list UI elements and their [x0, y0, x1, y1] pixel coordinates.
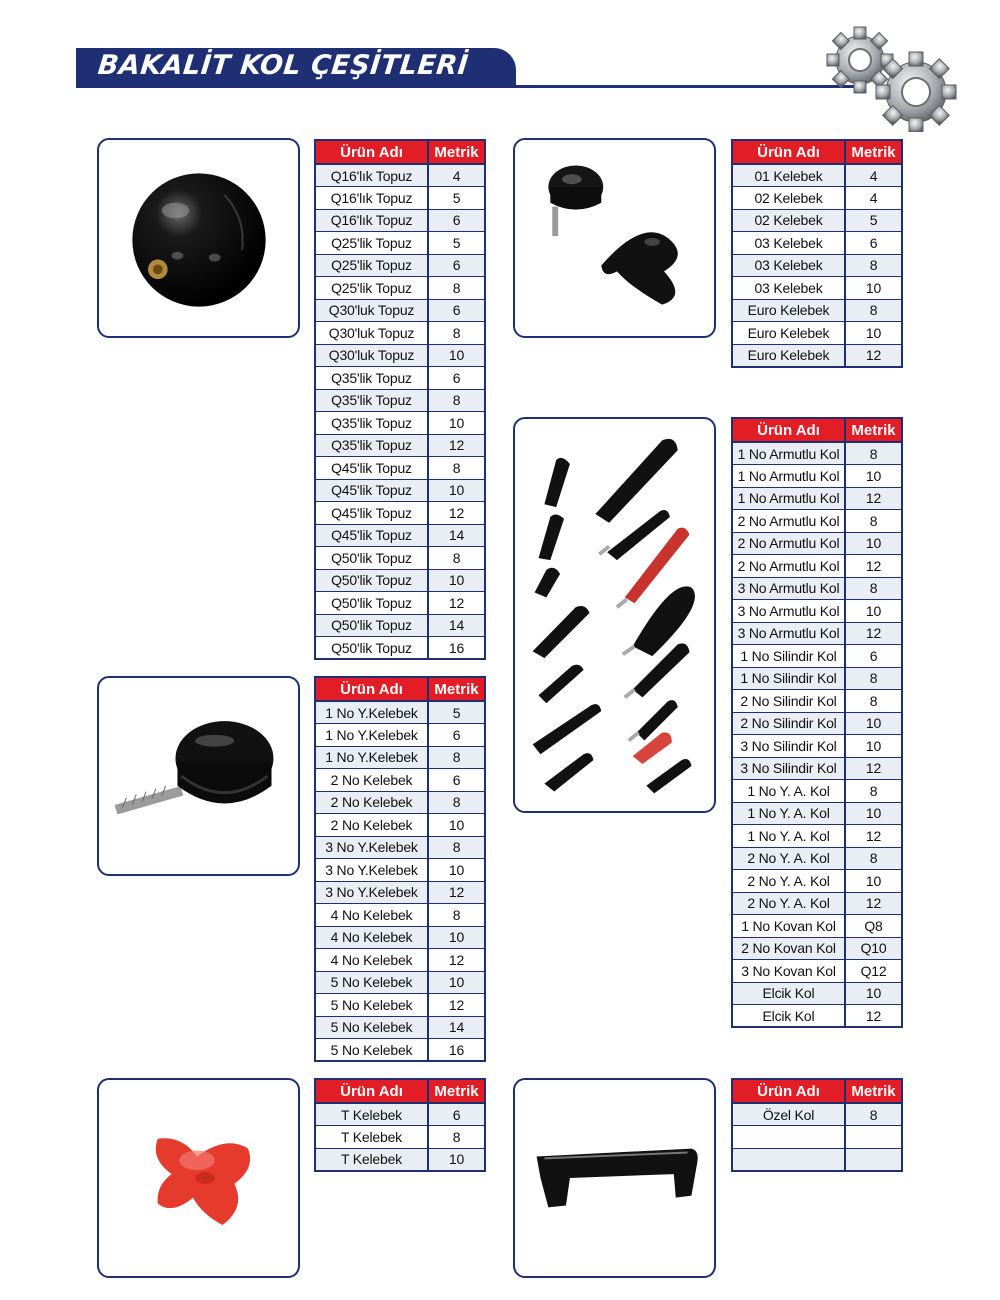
- product-name-cell: 2 No Silindir Kol: [732, 690, 845, 713]
- metric-cell: 8: [845, 690, 902, 713]
- metric-cell: 8: [428, 904, 485, 927]
- product-name-cell: Q50'lik Topuz: [315, 637, 428, 660]
- table-row: [732, 1148, 902, 1171]
- product-name-cell: Q50'lik Topuz: [315, 614, 428, 637]
- metric-cell: 12: [845, 622, 902, 645]
- table-row: [732, 1103, 902, 1126]
- product-name-cell: 02 Kelebek: [732, 187, 845, 210]
- product-name-cell: 3 No Armutlu Kol: [732, 577, 845, 600]
- metric-cell: [845, 1148, 902, 1171]
- photo-bridge-handle: [513, 1078, 716, 1278]
- table-row: [732, 870, 902, 893]
- metric-cell: 4: [845, 187, 902, 210]
- star-knob-icon: [99, 678, 298, 874]
- product-name-cell: 2 No Armutlu Kol: [732, 510, 845, 533]
- photo-wing-knobs: [513, 138, 716, 338]
- metric-cell: 5: [428, 232, 485, 255]
- table-row: [315, 769, 485, 792]
- table-row: [732, 690, 902, 713]
- table-row: [315, 367, 485, 390]
- metric-cell: 14: [428, 524, 485, 547]
- product-name-cell: Q45'lik Topuz: [315, 502, 428, 525]
- table-row: [732, 442, 902, 465]
- metric-cell: 10: [845, 277, 902, 300]
- metric-cell: 8: [845, 577, 902, 600]
- product-name-cell: 03 Kelebek: [732, 232, 845, 255]
- product-name-cell: 02 Kelebek: [732, 209, 845, 232]
- photo-star-knob: [97, 676, 300, 876]
- table-row: [315, 904, 485, 927]
- metric-cell: 10: [845, 870, 902, 893]
- product-name-cell: Q50'lik Topuz: [315, 547, 428, 570]
- column-header: Metrik: [845, 418, 902, 442]
- table-row: [732, 487, 902, 510]
- table-row: [732, 982, 902, 1005]
- table-row: [732, 645, 902, 668]
- product-name-cell: 1 No Y.Kelebek: [315, 701, 428, 724]
- table-row: [732, 344, 902, 367]
- metric-cell: 8: [428, 389, 485, 412]
- table-row: [732, 187, 902, 210]
- metric-cell: 5: [428, 187, 485, 210]
- table-row: [732, 299, 902, 322]
- metric-cell: 8: [845, 780, 902, 803]
- table-row: [315, 412, 485, 435]
- metric-cell: 8: [845, 1103, 902, 1126]
- product-name-cell: Q30'luk Topuz: [315, 344, 428, 367]
- product-name-cell: 3 No Y.Kelebek: [315, 881, 428, 904]
- table-row: [315, 569, 485, 592]
- table-y-kelebek: [314, 676, 486, 1062]
- product-name-cell: 3 No Kovan Kol: [732, 960, 845, 983]
- wing-knob-icon: [515, 140, 714, 336]
- product-name-cell: 2 No Kelebek: [315, 791, 428, 814]
- table-row: [315, 881, 485, 904]
- product-name-cell: 5 No Kelebek: [315, 971, 428, 994]
- metric-cell: 4: [845, 164, 902, 187]
- product-name-cell: Euro Kelebek: [732, 344, 845, 367]
- product-name-cell: 2 No Silindir Kol: [732, 712, 845, 735]
- metric-cell: 4: [428, 164, 485, 187]
- table-kol: [731, 417, 903, 1028]
- product-name-cell: 2 No Armutlu Kol: [732, 555, 845, 578]
- table-row: [315, 547, 485, 570]
- product-name-cell: 2 No Y. A. Kol: [732, 892, 845, 915]
- metric-cell: 10: [845, 712, 902, 735]
- metric-cell: 10: [428, 412, 485, 435]
- metric-cell: 10: [428, 926, 485, 949]
- product-name-cell: 3 No Armutlu Kol: [732, 600, 845, 623]
- product-name-cell: 3 No Silindir Kol: [732, 735, 845, 758]
- product-name-cell: Q35'lik Topuz: [315, 412, 428, 435]
- metric-cell: 12: [845, 892, 902, 915]
- metric-cell: 12: [428, 592, 485, 615]
- metric-cell: 8: [845, 510, 902, 533]
- metric-cell: 6: [845, 232, 902, 255]
- metric-cell: 16: [428, 637, 485, 660]
- product-name-cell: Q50'lik Topuz: [315, 569, 428, 592]
- table-row: [732, 937, 902, 960]
- metric-cell: 10: [845, 465, 902, 488]
- product-name-cell: Q50'lik Topuz: [315, 592, 428, 615]
- metric-cell: 8: [428, 791, 485, 814]
- metric-cell: 5: [428, 701, 485, 724]
- metric-cell: 8: [845, 847, 902, 870]
- metric-cell: 8: [845, 667, 902, 690]
- product-name-cell: 3 No Y.Kelebek: [315, 859, 428, 882]
- table-row: [315, 701, 485, 724]
- table-row: [315, 994, 485, 1017]
- ball-knob-icon: [99, 140, 298, 336]
- table-row: [315, 434, 485, 457]
- table-row: [732, 757, 902, 780]
- table-row: [315, 1016, 485, 1039]
- product-name-cell: 3 No Armutlu Kol: [732, 622, 845, 645]
- column-header: Ürün Adı: [732, 140, 845, 164]
- table-row: [315, 926, 485, 949]
- table-row: [315, 299, 485, 322]
- metric-cell: 12: [845, 487, 902, 510]
- product-name-cell: Q16'lık Topuz: [315, 209, 428, 232]
- table-row: [315, 524, 485, 547]
- product-name-cell: 1 No Silindir Kol: [732, 667, 845, 690]
- table-row: [315, 592, 485, 615]
- product-name-cell: Euro Kelebek: [732, 299, 845, 322]
- product-name-cell: T Kelebek: [315, 1148, 428, 1171]
- table-row: [732, 254, 902, 277]
- table-row: [732, 510, 902, 533]
- table-row: [315, 859, 485, 882]
- metric-cell: 8: [428, 1126, 485, 1149]
- table-row: [315, 209, 485, 232]
- metric-cell: 10: [428, 569, 485, 592]
- metric-cell: 8: [845, 254, 902, 277]
- metric-cell: 12: [845, 825, 902, 848]
- table-row: [732, 892, 902, 915]
- product-name-cell: Elcik Kol: [732, 1005, 845, 1028]
- product-name-cell: Q25'lik Topuz: [315, 254, 428, 277]
- metric-cell: 12: [428, 949, 485, 972]
- product-name-cell: 03 Kelebek: [732, 277, 845, 300]
- metric-cell: 12: [845, 1005, 902, 1028]
- product-name-cell: 1 No Y.Kelebek: [315, 724, 428, 747]
- table-row: [732, 209, 902, 232]
- gears-icon: [822, 22, 962, 132]
- product-name-cell: Q35'lik Topuz: [315, 367, 428, 390]
- product-name-cell: 3 No Y.Kelebek: [315, 836, 428, 859]
- metric-cell: 6: [845, 645, 902, 668]
- metric-cell: 10: [428, 971, 485, 994]
- column-header: Ürün Adı: [315, 140, 428, 164]
- product-name-cell: [732, 1126, 845, 1149]
- product-name-cell: 1 No Armutlu Kol: [732, 465, 845, 488]
- table-row: [732, 802, 902, 825]
- product-name-cell: [732, 1148, 845, 1171]
- product-name-cell: 1 No Y. A. Kol: [732, 802, 845, 825]
- product-name-cell: 1 No Kovan Kol: [732, 915, 845, 938]
- column-header: Ürün Adı: [315, 1079, 428, 1103]
- metric-cell: 12: [845, 757, 902, 780]
- product-name-cell: Q45'lik Topuz: [315, 479, 428, 502]
- table-row: [315, 1148, 485, 1171]
- table-row: [315, 187, 485, 210]
- product-name-cell: Q25'lik Topuz: [315, 277, 428, 300]
- product-name-cell: Elcik Kol: [732, 982, 845, 1005]
- metric-cell: 10: [428, 1148, 485, 1171]
- metric-cell: Q8: [845, 915, 902, 938]
- metric-cell: 8: [845, 442, 902, 465]
- table-row: [315, 746, 485, 769]
- metric-cell: 6: [428, 769, 485, 792]
- product-name-cell: 2 No Y. A. Kol: [732, 870, 845, 893]
- table-row: [732, 960, 902, 983]
- product-name-cell: 1 No Silindir Kol: [732, 645, 845, 668]
- table-row: [315, 254, 485, 277]
- product-name-cell: Q35'lik Topuz: [315, 389, 428, 412]
- metric-cell: 10: [845, 532, 902, 555]
- product-name-cell: 2 No Kelebek: [315, 814, 428, 837]
- table-kelebek: [731, 139, 903, 368]
- column-header: Metrik: [845, 1079, 902, 1103]
- handles-icon: [515, 419, 714, 811]
- table-row: [732, 277, 902, 300]
- table-row: [315, 322, 485, 345]
- product-name-cell: T Kelebek: [315, 1126, 428, 1149]
- product-name-cell: 5 No Kelebek: [315, 1016, 428, 1039]
- metric-cell: 8: [428, 322, 485, 345]
- table-row: [732, 825, 902, 848]
- product-name-cell: Q30'luk Topuz: [315, 299, 428, 322]
- table-row: [315, 344, 485, 367]
- table-row: [732, 847, 902, 870]
- table-t-kelebek: [314, 1078, 486, 1172]
- table-row: [732, 1005, 902, 1028]
- column-header: Metrik: [428, 140, 485, 164]
- metric-cell: 10: [845, 982, 902, 1005]
- product-name-cell: 5 No Kelebek: [315, 1039, 428, 1062]
- metric-cell: Q10: [845, 937, 902, 960]
- product-name-cell: Euro Kelebek: [732, 322, 845, 345]
- metric-cell: 8: [428, 457, 485, 480]
- product-name-cell: 1 No Armutlu Kol: [732, 442, 845, 465]
- product-name-cell: Q45'lik Topuz: [315, 524, 428, 547]
- table-row: [315, 502, 485, 525]
- table-topuz: [314, 139, 486, 660]
- column-header: Ürün Adı: [732, 418, 845, 442]
- product-name-cell: Q16'lık Topuz: [315, 187, 428, 210]
- product-name-cell: Q45'lik Topuz: [315, 457, 428, 480]
- metric-cell: 10: [428, 344, 485, 367]
- table-row: [315, 1039, 485, 1062]
- table-row: [732, 735, 902, 758]
- metric-cell: 8: [845, 299, 902, 322]
- column-header: Metrik: [845, 140, 902, 164]
- table-row: [315, 232, 485, 255]
- metric-cell: 6: [428, 724, 485, 747]
- metric-cell: 12: [428, 994, 485, 1017]
- metric-cell: 12: [428, 434, 485, 457]
- metric-cell: 10: [428, 814, 485, 837]
- product-name-cell: 2 No Kovan Kol: [732, 937, 845, 960]
- product-name-cell: Özel Kol: [732, 1103, 845, 1126]
- metric-cell: 6: [428, 367, 485, 390]
- column-header: Ürün Adı: [315, 677, 428, 701]
- product-name-cell: Q30'luk Topuz: [315, 322, 428, 345]
- metric-cell: 12: [845, 344, 902, 367]
- table-row: [732, 915, 902, 938]
- metric-cell: 14: [428, 614, 485, 637]
- product-name-cell: Q35'lik Topuz: [315, 434, 428, 457]
- table-row: [732, 667, 902, 690]
- table-row: [315, 1126, 485, 1149]
- metric-cell: 8: [428, 547, 485, 570]
- photo-handles: [513, 417, 716, 813]
- table-row: [315, 1103, 485, 1126]
- metric-cell: 5: [845, 209, 902, 232]
- table-row: [732, 465, 902, 488]
- table-row: [732, 622, 902, 645]
- metric-cell: 6: [428, 254, 485, 277]
- metric-cell: 6: [428, 299, 485, 322]
- metric-cell: 8: [428, 746, 485, 769]
- product-name-cell: 1 No Y. A. Kol: [732, 780, 845, 803]
- table-row: [315, 479, 485, 502]
- t-knob-icon: [99, 1080, 298, 1276]
- product-name-cell: 3 No Silindir Kol: [732, 757, 845, 780]
- metric-cell: 10: [428, 859, 485, 882]
- metric-cell: 6: [428, 209, 485, 232]
- photo-t-knob: [97, 1078, 300, 1278]
- product-name-cell: 2 No Armutlu Kol: [732, 532, 845, 555]
- product-name-cell: Q16'lık Topuz: [315, 164, 428, 187]
- product-name-cell: T Kelebek: [315, 1103, 428, 1126]
- metric-cell: 10: [845, 735, 902, 758]
- page-title: BAKALİT KOL ÇEŞİTLERİ: [96, 50, 470, 81]
- product-name-cell: 03 Kelebek: [732, 254, 845, 277]
- table-row: [732, 600, 902, 623]
- table-row: [315, 814, 485, 837]
- column-header: Metrik: [428, 677, 485, 701]
- table-row: [732, 712, 902, 735]
- product-name-cell: 1 No Y. A. Kol: [732, 825, 845, 848]
- table-row: [732, 232, 902, 255]
- metric-cell: 14: [428, 1016, 485, 1039]
- metric-cell: 12: [428, 881, 485, 904]
- table-row: [315, 389, 485, 412]
- metric-cell: 8: [428, 277, 485, 300]
- table-row: [315, 277, 485, 300]
- table-row: [315, 724, 485, 747]
- metric-cell: 12: [845, 555, 902, 578]
- metric-cell: 6: [428, 1103, 485, 1126]
- product-name-cell: 2 No Kelebek: [315, 769, 428, 792]
- bridge-handle-icon: [515, 1080, 714, 1276]
- metric-cell: Q12: [845, 960, 902, 983]
- table-row: [732, 322, 902, 345]
- product-name-cell: 5 No Kelebek: [315, 994, 428, 1017]
- table-row: [732, 780, 902, 803]
- product-name-cell: 1 No Y.Kelebek: [315, 746, 428, 769]
- product-name-cell: 01 Kelebek: [732, 164, 845, 187]
- metric-cell: 8: [428, 836, 485, 859]
- product-name-cell: 1 No Armutlu Kol: [732, 487, 845, 510]
- product-name-cell: 4 No Kelebek: [315, 949, 428, 972]
- metric-cell: 10: [845, 600, 902, 623]
- table-ozel-kol: [731, 1078, 903, 1172]
- product-name-cell: 4 No Kelebek: [315, 926, 428, 949]
- metric-cell: 16: [428, 1039, 485, 1062]
- table-row: [315, 949, 485, 972]
- table-row: [732, 577, 902, 600]
- table-row: [315, 637, 485, 660]
- metric-cell: 10: [845, 322, 902, 345]
- product-name-cell: 4 No Kelebek: [315, 904, 428, 927]
- photo-ball-knob: [97, 138, 300, 338]
- table-row: [315, 836, 485, 859]
- column-header: Ürün Adı: [732, 1079, 845, 1103]
- metric-cell: 10: [845, 802, 902, 825]
- table-row: [732, 1126, 902, 1149]
- table-row: [315, 457, 485, 480]
- table-row: [315, 614, 485, 637]
- metric-cell: [845, 1126, 902, 1149]
- column-header: Metrik: [428, 1079, 485, 1103]
- product-name-cell: 2 No Y. A. Kol: [732, 847, 845, 870]
- table-row: [732, 164, 902, 187]
- table-row: [732, 555, 902, 578]
- table-row: [732, 532, 902, 555]
- table-row: [315, 164, 485, 187]
- metric-cell: 10: [428, 479, 485, 502]
- table-row: [315, 791, 485, 814]
- table-row: [315, 971, 485, 994]
- metric-cell: 12: [428, 502, 485, 525]
- product-name-cell: Q25'lik Topuz: [315, 232, 428, 255]
